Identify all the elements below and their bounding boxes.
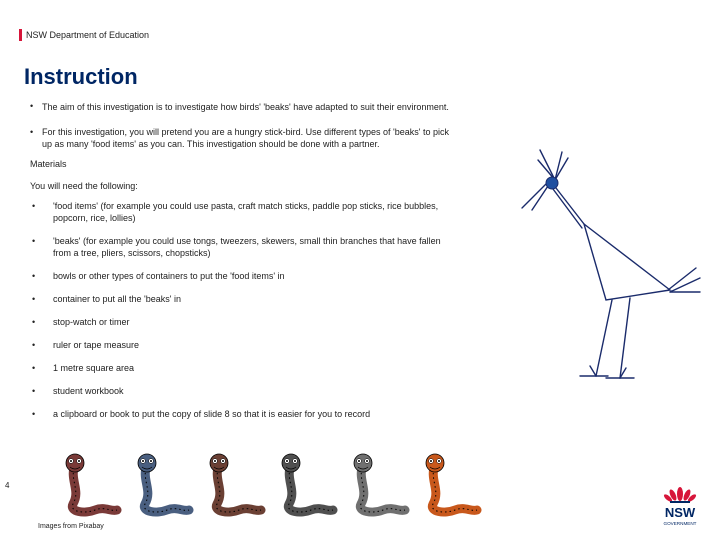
- list-item: [30, 200, 500, 224]
- list-item: [30, 293, 500, 305]
- worm-icon: [354, 454, 405, 512]
- logo-text-government: GOVERNMENT: [663, 521, 697, 526]
- list-item-line1: stop-watch or timer: [53, 317, 130, 327]
- logo-text-nsw: NSW: [664, 505, 696, 520]
- header-accent-bar: [19, 29, 22, 41]
- need-text: You will need the following:: [30, 181, 138, 191]
- nsw-government-logo: [660, 484, 700, 528]
- bullet: •: [32, 317, 36, 327]
- worm-icon: [282, 454, 333, 512]
- list-item-line2: popcorn, rice, lollies): [53, 213, 136, 223]
- list-item-line1: 1 metre square area: [53, 363, 135, 373]
- worm-icon: [138, 454, 189, 512]
- bullet: •: [32, 236, 36, 246]
- list-item-line1: container to put all the 'beaks' in: [53, 294, 182, 304]
- bullet: •: [32, 363, 36, 373]
- list-item-line1: student workbook: [53, 386, 124, 396]
- intro-item-pretend: [30, 126, 500, 150]
- bullet: •: [32, 201, 36, 211]
- list-item-line2: from a tree, pliers, scissors, chopsticks): [53, 248, 211, 258]
- content: [30, 100, 500, 420]
- stick-bird-illustration: [510, 140, 710, 400]
- list-item: [30, 235, 500, 259]
- intro-text-line2: up as many 'food items' as you can. This investigation should be done with a partner.: [42, 139, 380, 149]
- list-item: [30, 270, 500, 282]
- intro-text-line1: For this investigation, you will pretend you are a hungry stick-bird. Use different types of 'beaks' to pick: [42, 127, 449, 137]
- list-item: [30, 408, 500, 420]
- bird-head: [546, 177, 558, 189]
- bullet: •: [30, 127, 34, 137]
- image-credit: Images from Pixabay: [38, 523, 104, 530]
- list-item-line1: ruler or tape measure: [53, 340, 140, 350]
- list-item-line1: 'beaks' (for example you could use tongs, tweezers, skewers, small thin branches that have fallen: [53, 236, 441, 246]
- page-number: 4: [5, 481, 10, 490]
- header: [19, 29, 149, 41]
- list-item-line1: 'food items' (for example you could use pasta, craft match sticks, paddle pop sticks, rice bubbles,: [53, 201, 439, 211]
- list-item-line1: bowls or other types of containers to put the 'food items' in: [53, 271, 285, 281]
- worm-images: [55, 450, 485, 520]
- intro-text: The aim of this investigation is to investigate how birds' 'beaks' have adapted to suit their environment.: [42, 102, 449, 112]
- header-org-name: NSW Department of Education: [26, 30, 150, 40]
- list-item: [30, 339, 500, 351]
- page-title: Instruction: [24, 64, 138, 89]
- intro-item-aim: [30, 100, 500, 113]
- worm-icon: [66, 454, 117, 512]
- list-item: [30, 385, 500, 397]
- bullet: •: [32, 386, 36, 396]
- bullet: •: [30, 101, 34, 111]
- bullet: •: [32, 340, 36, 350]
- bullet: •: [32, 409, 36, 419]
- bullet: •: [32, 271, 36, 281]
- list-item: [30, 362, 500, 374]
- worm-icon: [210, 454, 261, 512]
- materials-list: [30, 200, 500, 420]
- list-item-line1: a clipboard or book to put the copy of slide 8 so that it is easier for you to record: [53, 409, 371, 419]
- materials-heading: Materials: [30, 159, 67, 169]
- list-item: [30, 316, 500, 328]
- bullet: •: [32, 294, 36, 304]
- worm-icon: [426, 454, 477, 512]
